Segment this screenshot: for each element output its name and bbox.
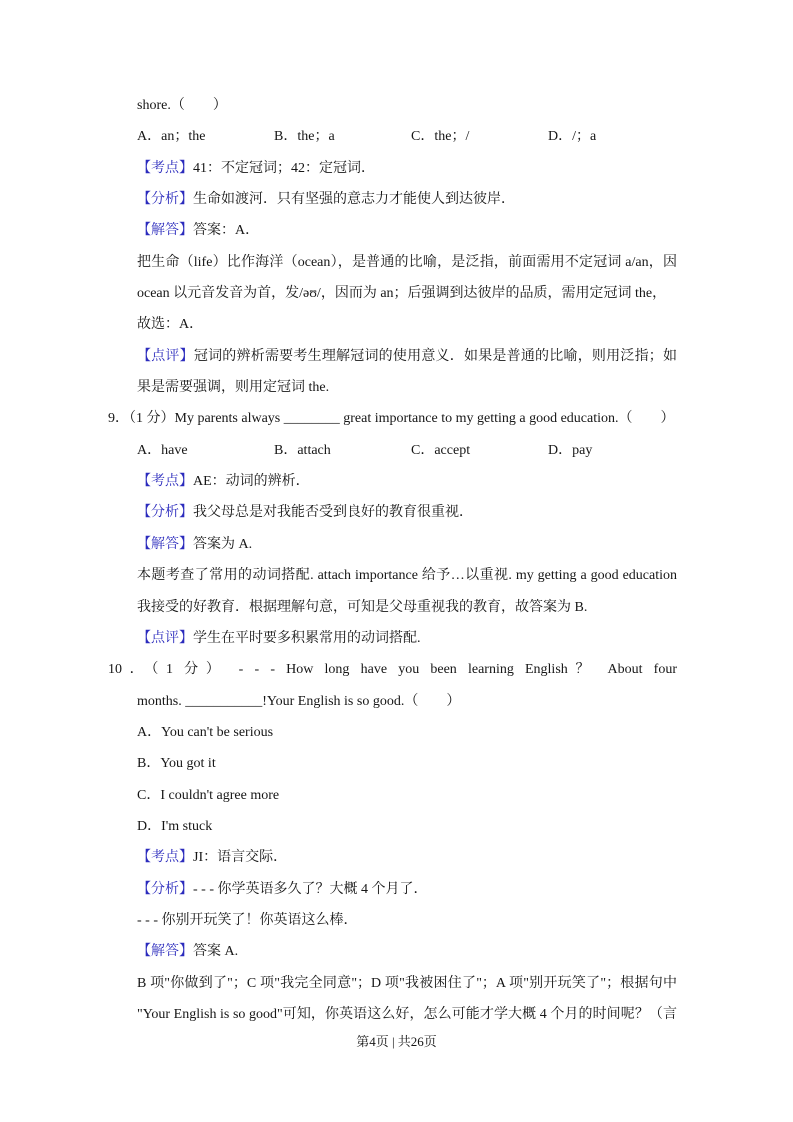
options-row xyxy=(137,121,677,152)
tagged-line xyxy=(137,153,677,184)
line-text: 故选：A． xyxy=(137,317,204,333)
tagged-text: 我父母总是对我能否受到良好的教育很重视． xyxy=(193,505,473,521)
option-c: C．the；/ xyxy=(411,129,470,145)
tagged-line xyxy=(137,936,677,967)
option-a: A．have xyxy=(137,442,188,458)
text-line xyxy=(137,278,677,309)
section-tag: 【考点】 xyxy=(137,850,193,866)
line-text: 10．（1 分） - - - How long have you been learning English？ About four xyxy=(108,662,677,678)
line-text: ocean 以元音发音为首，发/əʊ/，因而为 an；后强调到达彼岸的品质，需用定冠词 the， xyxy=(137,286,667,302)
option-d: D．/；a xyxy=(548,129,597,145)
text-line xyxy=(137,309,677,340)
tagged-text: 答案：A． xyxy=(193,223,260,239)
tagged-line xyxy=(137,529,677,560)
option-d: D．pay xyxy=(548,442,593,458)
tagged-line xyxy=(137,215,677,246)
line-text: 果是需要强调，则用定冠词 the. xyxy=(137,380,330,396)
line-text: B．You got it xyxy=(137,756,216,772)
tagged-text: AE：动词的辨析． xyxy=(193,474,310,490)
option-b: B．the；a xyxy=(274,129,335,145)
section-tag: 【考点】 xyxy=(137,474,193,490)
tagged-line xyxy=(137,341,677,372)
tagged-text: JI：语言交际． xyxy=(193,850,288,866)
text-line xyxy=(137,560,677,591)
line-text: 把生命（life）比作海洋（ocean），是普通的比喻，是泛指，前面需用不定冠词 a/an，因 xyxy=(137,254,677,270)
line-text: A．You can't be serious xyxy=(137,724,274,740)
tagged-line xyxy=(137,466,677,497)
line-text: D．I'm stuck xyxy=(137,818,213,834)
tagged-text: 答案 A. xyxy=(193,944,239,960)
tagged-text: 41：不定冠词；42：定冠词． xyxy=(193,160,375,176)
section-tag: 【解答】 xyxy=(137,944,193,960)
line-text: - - - 你别开玩笑了！你英语这么棒． xyxy=(137,912,358,928)
text-line xyxy=(137,748,677,779)
tagged-line xyxy=(137,874,677,905)
question-line xyxy=(108,403,677,434)
option-c: C．accept xyxy=(411,442,471,458)
section-tag: 【解答】 xyxy=(137,223,193,239)
section-tag: 【分析】 xyxy=(137,505,193,521)
tagged-text: - - - 你学英语多久了？大概 4 个月了． xyxy=(193,881,428,897)
tagged-text: 生命如渡河．只有坚强的意志力才能使人到达彼岸． xyxy=(193,192,515,208)
question-line xyxy=(108,654,677,685)
tagged-line xyxy=(137,842,677,873)
line-text: months. ___________!Your English is so good.（ ） xyxy=(137,693,461,709)
text-line xyxy=(137,372,677,403)
tagged-text: 学生在平时要多积累常用的动词搭配. xyxy=(193,630,421,646)
tagged-text: 答案为 A. xyxy=(193,536,253,552)
text-line xyxy=(137,686,677,717)
text-line xyxy=(137,905,677,936)
text-line xyxy=(137,90,677,121)
option-b: B．attach xyxy=(274,442,331,458)
option-a: A．an；the xyxy=(137,129,206,145)
text-line xyxy=(137,247,677,278)
text-line xyxy=(137,780,677,811)
page-footer xyxy=(0,1031,793,1053)
page-number: 第4页 | 共26页 xyxy=(356,1034,437,1049)
section-tag: 【点评】 xyxy=(137,348,194,364)
text-line xyxy=(137,717,677,748)
tagged-line xyxy=(137,497,677,528)
tagged-line xyxy=(137,184,677,215)
text-line xyxy=(137,592,677,623)
line-text: shore.（ ） xyxy=(137,98,227,113)
text-line xyxy=(137,999,677,1030)
line-text: C．I couldn't agree more xyxy=(137,787,280,803)
line-text: "Your English is so good"可知，你英语这么好，怎么可能才学大概 4 个月的时间呢？（言 xyxy=(137,1006,677,1022)
text-line xyxy=(137,811,677,842)
line-text: 我接受的好教育．根据理解句意，可知是父母重视我的教育，故答案为 B. xyxy=(137,599,588,615)
tagged-line xyxy=(137,623,677,654)
section-tag: 【点评】 xyxy=(137,630,193,646)
document-content xyxy=(108,90,678,1030)
line-text: 9．（1 分）My parents always ________ great importance to my getting a good education.（ ） xyxy=(108,411,675,427)
tagged-text: 冠词的辨析需要考生理解冠词的使用意义．如果是普通的比喻，则用泛指；如 xyxy=(193,348,678,364)
options-row xyxy=(137,435,677,466)
line-text: 本题考查了常用的动词搭配. attach importance 给予…以重视. my getting a good education xyxy=(137,568,677,584)
section-tag: 【分析】 xyxy=(137,192,193,208)
section-tag: 【解答】 xyxy=(137,536,193,552)
text-line xyxy=(137,968,677,999)
line-text: B 项"你做到了"；C 项"我完全同意"；D 项"我被困住了"；A 项"别开玩笑了"；根据句中 xyxy=(137,975,677,991)
section-tag: 【考点】 xyxy=(137,160,193,176)
section-tag: 【分析】 xyxy=(137,881,193,897)
